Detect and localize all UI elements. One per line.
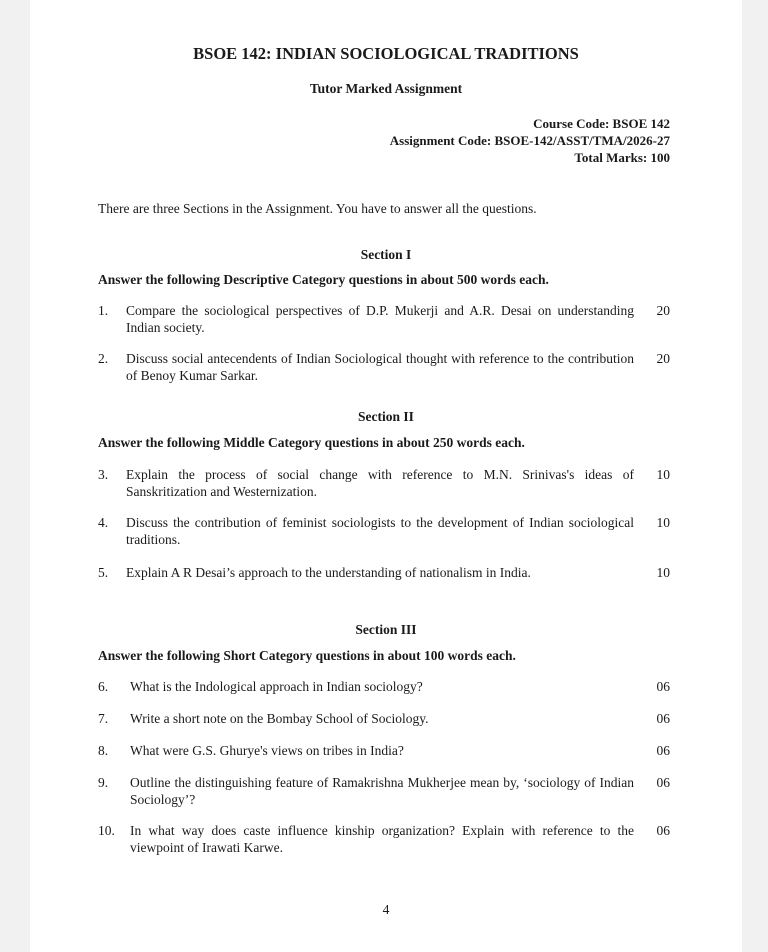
question-text: Outline the distinguishing feature of Ramakrishna Mukherjee mean by, ‘sociology of Indian Sociology’? (130, 775, 634, 807)
question-marks: 10 (656, 565, 670, 580)
question-number: 6. (98, 679, 109, 694)
question-text: Compare the sociological perspectives of D.P. Mukerji and A.R. Desai on understanding Indian society. (126, 303, 634, 335)
question-number: 2. (98, 351, 109, 366)
question-marks: 06 (656, 679, 670, 694)
section-heading: Section III (355, 622, 417, 637)
section-heading: Section I (360, 247, 412, 262)
section-instruction: Answer the following Short Category questions in about 100 words each. (98, 648, 516, 663)
question-marks: 10 (656, 467, 670, 482)
question-number: 7. (98, 711, 109, 726)
question-text: What were G.S. Ghurye's views on tribes in India? (130, 743, 404, 758)
assignment-code: Assignment Code: BSOE-142/ASST/TMA/2026-27 (389, 133, 670, 148)
question-number: 8. (98, 743, 109, 758)
question-marks: 06 (656, 711, 670, 726)
question-marks: 06 (656, 823, 670, 838)
question-number: 9. (98, 775, 109, 790)
question-text: Write a short note on the Bombay School of Sociology. (130, 711, 429, 726)
question-marks: 06 (656, 775, 670, 790)
question-number: 10. (98, 823, 115, 838)
page-number: 4 (382, 902, 390, 917)
total-marks: Total Marks: 100 (574, 150, 670, 165)
course-code: Course Code: BSOE 142 (533, 116, 670, 131)
question-text: In what way does caste influence kinship organization? Explain with reference to the viewpoint of Irawati Karwe. (130, 823, 634, 855)
question-marks: 20 (656, 351, 670, 366)
question-text: What is the Indological approach in Indian sociology? (130, 679, 423, 694)
question-text: Discuss the contribution of feminist sociologists to the development of Indian sociological traditions. (126, 515, 634, 547)
question-marks: 20 (656, 303, 670, 318)
section-heading: Section II (358, 409, 414, 424)
question-number: 5. (98, 565, 109, 580)
question-marks: 10 (656, 515, 670, 530)
question-marks: 06 (656, 743, 670, 758)
question-number: 4. (98, 515, 109, 530)
document-page (30, 0, 742, 952)
question-text: Explain A R Desai’s approach to the understanding of nationalism in India. (126, 565, 531, 580)
question-text: Explain the process of social change with reference to M.N. Srinivas's ideas of Sanskritization and Westernization. (126, 467, 634, 499)
question-number: 1. (98, 303, 109, 318)
section-instruction: Answer the following Middle Category questions in about 250 words each. (98, 435, 525, 450)
document-title: BSOE 142: INDIAN SOCIOLOGICAL TRADITIONS (193, 44, 579, 63)
document-subtitle: Tutor Marked Assignment (309, 81, 463, 96)
section-instruction: Answer the following Descriptive Category questions in about 500 words each. (98, 272, 549, 287)
question-text: Discuss social antecendents of Indian Sociological thought with reference to the contribution of Benoy Kumar Sarkar. (126, 351, 634, 383)
question-number: 3. (98, 467, 109, 482)
intro-text: There are three Sections in the Assignment. You have to answer all the questions. (98, 201, 537, 216)
